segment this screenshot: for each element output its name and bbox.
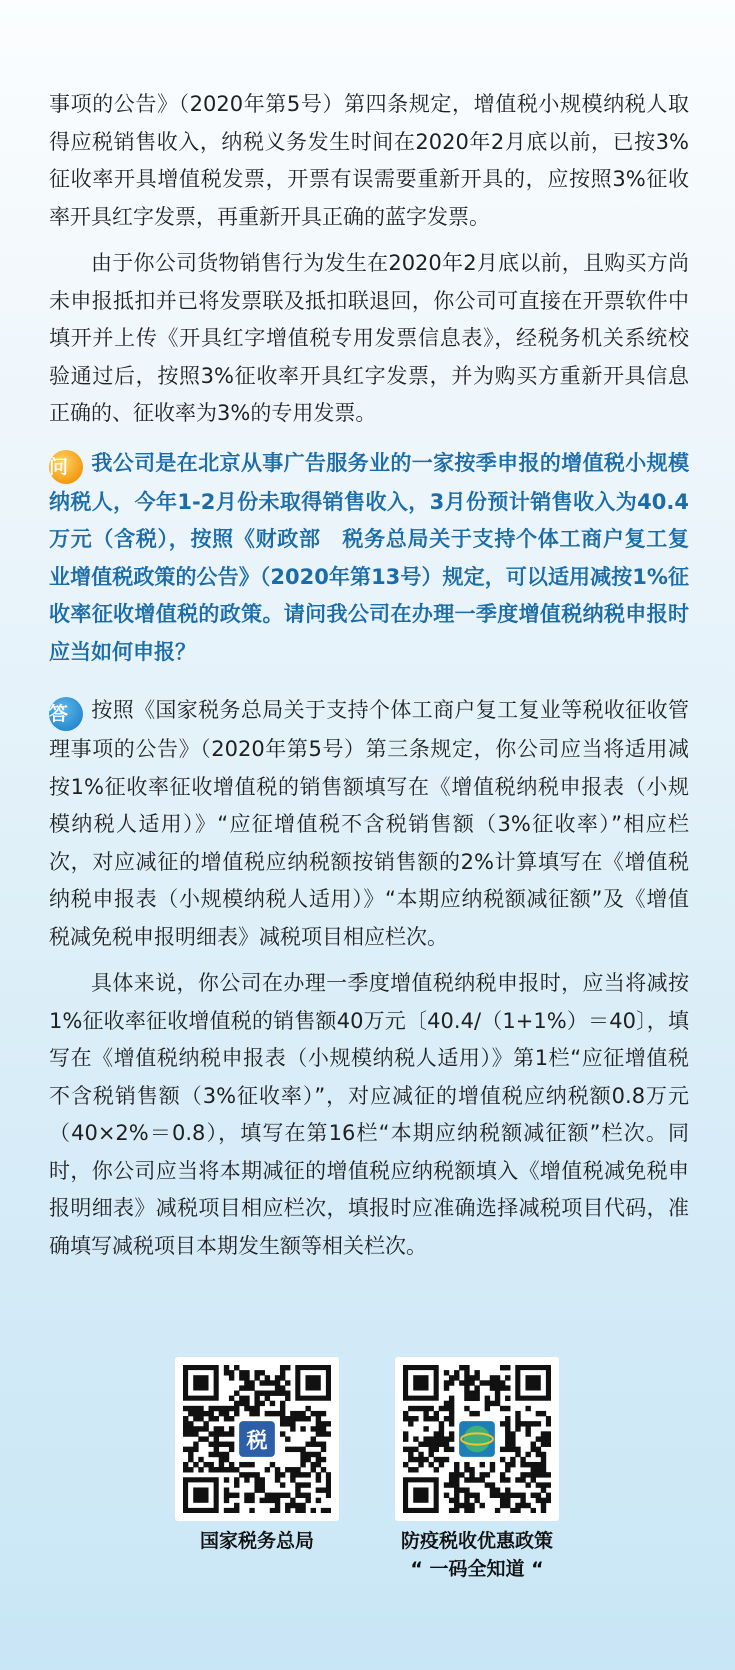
qr-code-icon [183, 1365, 331, 1513]
globe-logo-icon [464, 1426, 491, 1453]
qr-caption-sta: 国家税务总局 [199, 1530, 314, 1552]
question-block [49, 445, 689, 672]
article-body [49, 86, 689, 1265]
question-text: 我公司是在北京从事广告服务业的一家按季申报的增值税小规模纳税人，今年1-2月份未取得销售收入，3月份预计销售收入为40.4万元（含税），按照《财政部 税务总局关于支持个体工商户复工复业增值税政策的公告》（2020年第13号）规定，可以适用减按1%征收率征收增值税的政策。请问我公司在办理一季度增值税纳税申报时应当如何申报？ [49, 450, 689, 664]
paragraph-2: 由于你公司货物销售行为发生在2020年2月底以前，且购买方尚未申报抵扣并已将发票联及抵扣联退回，你公司可直接在开票软件中填开并上传《开具红字增值税专用发票信息表》，经税务机关系统校验通过后，按照3%征收率开具红字发票，并为购买方重新开具信息正确的、征收率为3%的专用发票。 [49, 251, 689, 425]
answer-text: 按照《国家税务总局关于支持个体工商户复工复业等税收征收管理事项的公告》（2020年第5号）第三条规定，你公司应当将适用减按1%征收率征收增值税的销售额填写在《增值税纳税申报表（小规模纳税人适用）》“应征增值税不含税销售额（3%征收率）”相应栏次，对应减征的增值税应纳税额按销售额的2%计算填写在《增值税纳税申报表（小规模纳税人适用）》“本期应纳税额减征额”及《增值税减免税申报明细表》减税项目相应栏次。 [49, 698, 689, 949]
qr-code-policy[interactable] [395, 1357, 559, 1521]
qr-code-sta[interactable] [175, 1357, 339, 1521]
qr-caption-policy-line1: 防疫税收优惠政策 [400, 1530, 553, 1552]
qr-code-section [0, 1357, 735, 1657]
qr-caption-policy-line2: “ 一码全知道 “ [410, 1558, 544, 1580]
question-badge-icon: 问 [49, 450, 83, 484]
qr-code-icon [403, 1365, 551, 1513]
paragraph-4: 具体来说，你公司在办理一季度增值税纳税申报时，应当将减按1%征收率征收增值税的销售额40万元〔40.4/（1+1%）＝40〕，填写在《增值税纳税申报表（小规模纳税人适用）》第1栏“应征增值税不含税销售额（3%征收率）”，对应减征的增值税应纳税额0.8万元（40×2%＝0.8），填写在第16栏“本期应纳税额减征额”栏次。同时，你公司应当将本期减征的增值税应纳税额填入《增值税减免税申报明细表》减税项目相应栏次，填报时应准确选择减税项目代码，准确填写减税项目本期发生额等相关栏次。 [49, 971, 689, 1258]
answer-badge-icon: 答 [49, 697, 83, 731]
qr-block-policy [395, 1357, 559, 1583]
paragraph-1: 事项的公告》（2020年第5号）第四条规定，增值税小规模纳税人取得应税销售收入，纳税义务发生时间在2020年2月底以前，已按3%征收率开具增值税发票，开票有误需要重新开具的，应按照3%征收率开具红字发票，再重新开具正确的蓝字发票。 [49, 92, 689, 229]
tax-logo-icon: 税 [246, 1428, 268, 1453]
qr-block-sta [175, 1357, 339, 1555]
answer-block [49, 692, 689, 956]
